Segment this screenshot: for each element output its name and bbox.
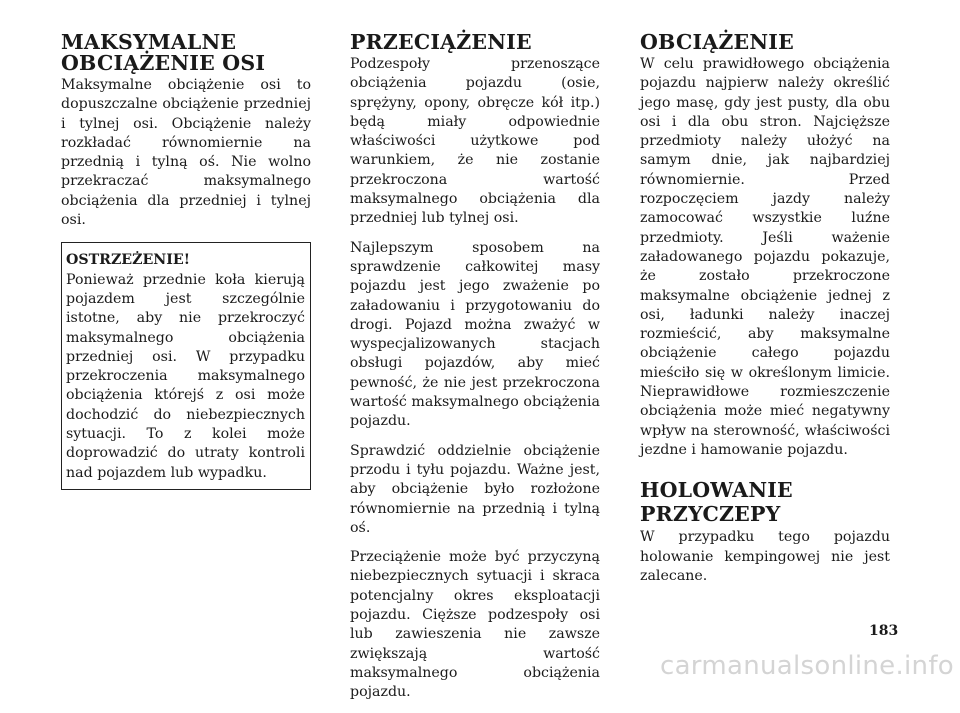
watermark: carmanualsonline.info (659, 651, 954, 681)
warning-box (61, 242, 311, 490)
section-heading-max-axle-load (61, 32, 311, 74)
section-heading-overload: PRZECIĄŻENIE (350, 30, 532, 54)
page-number: 183 (869, 623, 899, 639)
warning-title: OSTRZEŻENIE! (66, 252, 190, 269)
heading-line: HOLOWANIE (640, 478, 793, 503)
paragraph: Najlepszym sposobem na sprawdzenie całkowitej masy pojazdu jest jego zważenie po załadowaniu i przygotowaniu do drogi. Pojazd można zważyć w wyspecjalizowanych stacjach obsługi pojazdów, aby mieć pewność, że nie jest przekroczona wartość maksymalnego obciążenia pojazdu. (350, 239, 600, 430)
right-column (640, 32, 890, 596)
paragraph: Sprawdzić oddzielnie obciążenie przodu i tyłu pojazdu. Ważne jest, aby obciążenie było rozłożone równomiernie na przednią i tylną oś. (350, 442, 600, 536)
heading-line: PRZYCZEPY (640, 502, 781, 527)
paragraph: Maksymalne obciążenie osi to dopuszczalne obciążenie przedniej i tylnej osi. Obciążenie należy rozkładać równomiernie na przednią i tylną oś. Nie wolno przekraczać maksymalnego obciążenia dla przedniej i tylnej osi. (61, 77, 311, 229)
paragraph: W celu prawidłowego obciążenia pojazdu najpierw należy określić jego masę, gdy jest pusty, dla obu osi i dla obu stron. Najcięższe przedmioty należy ułożyć na samym dnie, jak najbardziej równomiernie. Przed rozpoczęciem jazdy należy zamocować wszystkie luźne przedmioty. Jeśli ważenie załadowanego pojazdu pokazuje, że zostało przekroczone maksymalne obciążenie jednej z osi, ładunki należy inaczej rozmieścić, aby maksymalne obciążenie całego pojazdu mieściło się w określonym limicie. Nieprawidłowe rozmieszczenie obciążenia może mieć negatywny wpływ na sterowność, właściwości jezdne i hamowanie pojazdu. (640, 56, 890, 458)
heading-line: OBCIĄŻENIE OSI (61, 51, 266, 75)
middle-column (350, 32, 600, 713)
heading-line: MAKSYMALNE (61, 30, 237, 54)
paragraph: Przeciążenie może być przyczyną niebezpiecznych sytuacji i skraca potencjalny okres eksploatacji pojazdu. Cięższe podzespoły osi lub zawieszenia nie zawsze zwiększają wartość maksymalnego obciążenia pojazdu. (350, 549, 600, 701)
section-heading-trailer-towing (640, 478, 890, 526)
left-column (61, 32, 311, 490)
paragraph: W przypadku tego pojazdu holowanie kempingowej nie jest zalecane. (640, 529, 890, 584)
paragraph: Podzespoły przenoszące obciążenia pojazdu (osie, sprężyny, opony, obręcze kół itp.) będą miały odpowiednie właściwości użytkowe pod warunkiem, że nie zostanie przekroczona wartość maksymalnego obciążenia dla przedniej lub tylnej osi. (350, 56, 600, 227)
section-heading-loading: OBCIĄŻENIE (640, 30, 794, 54)
warning-text: Ponieważ przednie koła kierują pojazdem jest szczególnie istotne, aby nie przekroczyć maksymalnego obciążenia przedniej osi. W przypadku przekroczenia maksymalnego obciążenia którejś z osi może dochodzić do niebezpiecznych sytuacji. To z kolei może doprowadzić do utraty kontroli nad pojazdem lub wypadku. (66, 271, 305, 481)
